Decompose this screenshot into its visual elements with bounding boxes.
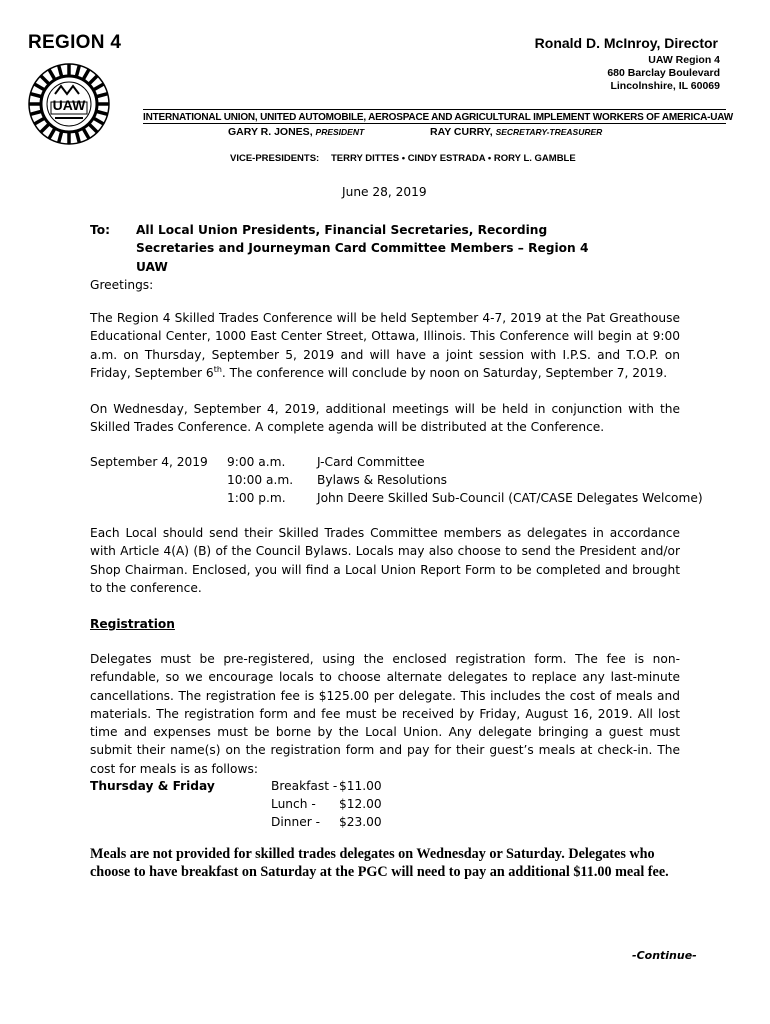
logo-gear-tooth — [83, 69, 89, 79]
meal-name: Dinner - — [271, 815, 320, 829]
meal-price: $23.00 — [339, 815, 382, 829]
meal-name: Breakfast - — [271, 779, 338, 793]
logo-gear-tooth — [83, 128, 89, 138]
schedule-date: September 4, 2019 — [90, 455, 208, 469]
paragraph-registration: Delegates must be pre-registered, using the enclosed registration form. The fee is non-refundable, so we encourage locals to choose alternate delegates to replace any last-minute cancellations. The registration fee is $125.00 per delegate. This includes the cost of meals and materials. The registration form and fee must be received by Friday, August 16, 2019. All lost time and expenses must be borne by the Local Union. Any delegate bringing a guest must submit their name(s) on the registration form and pay for their guest’s meals at check-in. The cost for meals is as follows: — [90, 652, 680, 776]
logo-gear-tooth — [76, 131, 79, 143]
address-line-1: UAW Region 4 — [648, 54, 720, 66]
logo-text: UAW — [52, 97, 86, 113]
secretary-title: SECRETARY-TREASURER — [495, 127, 603, 137]
paragraph-conference — [90, 309, 680, 382]
logo-gear-tooth — [34, 118, 44, 124]
schedule-item: John Deere Skilled Sub-Council (CAT/CASE Delegates Welcome) — [317, 491, 703, 505]
logo-gear-tooth — [30, 111, 42, 114]
logo-gear-tooth — [89, 76, 97, 84]
registration-heading: Registration — [90, 617, 175, 631]
logo-gear-tooth — [34, 84, 44, 90]
meal-name: Lunch - — [271, 797, 316, 811]
logo-gear-tooth — [41, 124, 49, 132]
president-name: GARY R. JONES, — [228, 126, 313, 138]
vp-names: TERRY DITTES • CINDY ESTRADA • RORY L. GAMBLE — [331, 153, 576, 164]
logo-gear-tooth — [41, 76, 49, 84]
para1-text: The Region 4 Skilled Trades Conference will be held September 4-7, 2019 at the Pat Greathouse Educational Center, 1000 East Center Street, Ottawa, Illinois. This Conference will begin at 9:00 a.m. on Thursday, September 5, 2019 and will have a joint session with I.P.S. and T.O.P. on Friday, September 6 — [90, 311, 680, 380]
logo-gear-tooth — [49, 69, 55, 79]
para1-text-end: . The conference will conclude by noon on Saturday, September 7, 2019. — [221, 365, 668, 380]
address-line-2: 680 Barclay Boulevard — [607, 67, 720, 79]
continue-marker: -Continue- — [632, 949, 697, 962]
header-divider — [143, 123, 726, 124]
director-name: Ronald D. McInroy, Director — [534, 35, 718, 51]
to-recipients: All Local Union Presidents, Financial Secretaries, Recording Secretaries and Journeyman Card Committee Members – Region 4 UAW — [136, 223, 589, 274]
para1-superscript: th — [213, 364, 222, 374]
schedule-time: 10:00 a.m. — [227, 473, 294, 487]
greeting: Greetings: — [90, 278, 154, 292]
logo-gear-tooth — [89, 124, 97, 132]
meal-price: $11.00 — [339, 779, 382, 793]
meals-note: Meals are not provided for skilled trades delegates on Wednesday or Saturday. Delegates who choose to have breakfast on Saturday at the PGC will need to pay an additional $11.00 meal fee. — [90, 846, 669, 880]
logo-gear-tooth — [96, 111, 108, 114]
region-title: REGION 4 — [28, 32, 122, 53]
schedule-item: J-Card Committee — [317, 455, 425, 469]
union-name: INTERNATIONAL UNION, UNITED AUTOMOBILE, AEROSPACE AND AGRICULTURAL IMPLEMENT WORKERS OF AMERICA-UAW — [143, 109, 726, 123]
secretary-name: RAY CURRY, — [430, 126, 493, 138]
schedule-item: Bylaws & Resolutions — [317, 473, 448, 487]
logo-gear-tooth — [59, 65, 62, 77]
logo-gear-tooth — [30, 94, 42, 97]
secretary-line — [430, 126, 602, 138]
address-line-3: Lincolnshire, IL 60069 — [610, 80, 720, 92]
meal-price: $12.00 — [339, 797, 382, 811]
meal-days: Thursday & Friday — [90, 779, 215, 793]
logo-gear-tooth — [49, 128, 55, 138]
logo-gear-tooth — [93, 118, 103, 124]
president-line — [228, 126, 364, 138]
letter-date: June 28, 2019 — [342, 185, 427, 199]
paragraph-meetings: On Wednesday, September 4, 2019, additional meetings will be held in conjunction with the Skilled Trades Conference. A complete agenda will be distributed at the Conference. — [90, 402, 680, 435]
logo-gear-tooth — [76, 65, 79, 77]
vp-label: VICE-PRESIDENTS: — [230, 153, 320, 164]
logo-gear-tooth — [93, 84, 103, 90]
paragraph-delegates: Each Local should send their Skilled Trades Committee members as delegates in accordance with Article 4(A) (B) of the Council Bylaws. Locals may also choose to send the President and/or Shop Chairman. Enclosed, you will find a Local Union Report Form to be completed and brought to the conference. — [90, 526, 680, 595]
uaw-logo-icon — [27, 52, 111, 150]
logo-gear-tooth — [59, 131, 62, 143]
to-label: To: — [90, 223, 110, 237]
schedule-time: 9:00 a.m. — [227, 455, 286, 469]
president-title: PRESIDENT — [315, 127, 365, 137]
schedule-time: 1:00 p.m. — [227, 491, 286, 505]
logo-gear-tooth — [96, 94, 108, 97]
